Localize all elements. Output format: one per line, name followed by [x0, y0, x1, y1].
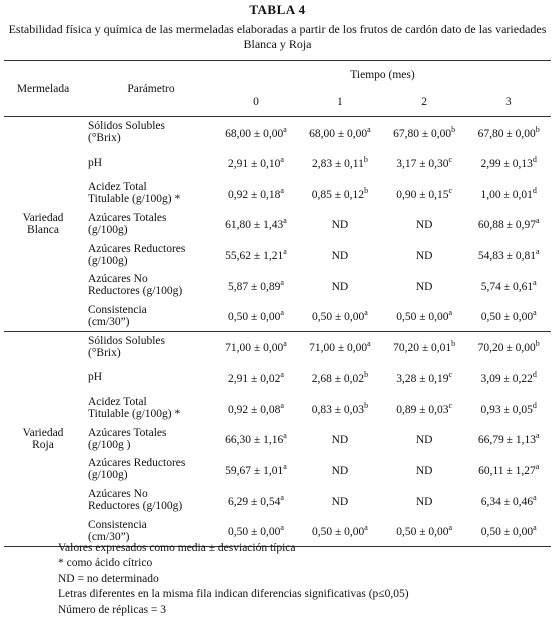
value-text: 61,80 ± 1,43 [225, 219, 284, 232]
value-text: 0,50 ± 0,00 [228, 311, 281, 324]
significance-letter: a [280, 492, 284, 502]
value-cell [382, 485, 467, 516]
value-text: 2,99 ± 0,13 [480, 157, 533, 170]
value-text: 67,80 ± 0,00 [393, 127, 452, 140]
value-text: 0,50 ± 0,00 [396, 311, 449, 324]
header-tiempo: Tiempo (mes) [214, 61, 551, 89]
significance-letter: b [364, 369, 369, 379]
value-cell [466, 270, 551, 301]
table-row [4, 423, 551, 454]
header-time-1: 1 [298, 89, 382, 117]
significance-letter: a [283, 431, 287, 441]
value-cell [298, 147, 382, 178]
significance-letter: a [364, 308, 368, 318]
significance-letter: d [532, 400, 537, 410]
value-text: 5,74 ± 0,61 [480, 280, 534, 293]
significance-letter: a [535, 247, 540, 257]
group-label: Variedad Blanca [4, 117, 82, 332]
value-cell [466, 178, 551, 209]
parameter-label: Azúcares Totales (g/100g ) [88, 426, 167, 451]
value-text: 0,83 ± 0,03 [311, 403, 365, 416]
significance-letter: d [532, 185, 537, 195]
value-text: ND [331, 495, 349, 508]
value-cell [466, 239, 551, 270]
significance-letter: b [535, 339, 540, 349]
table-body [4, 117, 551, 547]
value-cell [382, 178, 467, 209]
value-text: 70,20 ± 0,00 [477, 342, 536, 355]
value-cell [382, 301, 467, 332]
table-caption: Estabilidad física y química de las mermeladas elaboradas a partir de los frutos de cardón dato de las variedades Blanca y Roja [8, 22, 547, 51]
table-row [4, 301, 551, 332]
value-cell [298, 485, 382, 516]
significance-letter: a [533, 308, 537, 318]
parameter-label: pH [88, 371, 103, 384]
value-cell [214, 362, 298, 393]
parameter-label: pH [88, 156, 103, 169]
value-text: ND [331, 219, 349, 232]
stability-table [4, 60, 551, 547]
value-cell [382, 331, 467, 362]
parameter-label: Sólidos Solubles (°Brix) [88, 120, 166, 145]
value-text: 0,89 ± 0,03 [396, 403, 449, 416]
value-text: 0,50 ± 0,00 [480, 525, 534, 538]
value-cell [214, 454, 298, 485]
value-text: 0,50 ± 0,00 [396, 525, 449, 538]
table-row [4, 178, 551, 209]
value-text: 71,00 ± 0,00 [309, 342, 368, 355]
significance-letter: a [533, 492, 537, 502]
value-text: 2,83 ± 0,11 [311, 157, 364, 170]
significance-letter: b [364, 400, 369, 410]
significance-letter: a [280, 185, 284, 195]
value-text: 71,00 ± 0,00 [225, 342, 284, 355]
value-text: ND [331, 250, 349, 262]
value-text: 66,30 ± 1,16 [225, 434, 284, 447]
value-text: ND [331, 280, 349, 293]
value-text: 60,11 ± 1,27 [478, 464, 536, 477]
value-text: ND [415, 464, 433, 477]
parameter-label: Sólidos Solubles (°Brix) [88, 334, 166, 359]
value-cell [466, 209, 551, 240]
value-text: 68,00 ± 0,00 [225, 127, 284, 140]
header-parametro: Parámetro [82, 61, 214, 117]
note-line: Valores expresados como media ± desviación típica [58, 542, 296, 554]
value-text: 55,62 ± 1,21 [225, 250, 284, 262]
table-row [4, 147, 551, 178]
significance-letter: a [535, 461, 540, 471]
value-cell [382, 117, 467, 148]
value-text: 66,79 ± 1,13 [477, 434, 536, 447]
significance-letter: a [280, 369, 284, 379]
significance-letter: a [283, 461, 287, 471]
value-cell [382, 454, 467, 485]
parameter-label: Azúcares Reductores (g/100g) [88, 242, 186, 267]
value-cell [466, 147, 551, 178]
value-text: 2,68 ± 0,02 [311, 372, 365, 385]
header-mermelada: Mermelada [4, 61, 82, 117]
value-cell [466, 485, 551, 516]
parameter-label: Azúcares No Reductores (g/100g) [88, 488, 183, 513]
value-cell [466, 454, 551, 485]
parameter-label: Azúcares Reductores (g/100g) [88, 457, 186, 482]
significance-letter: a [448, 308, 453, 318]
value-cell [214, 239, 298, 270]
value-cell [298, 331, 382, 362]
significance-letter: a [283, 216, 287, 226]
table-notes [58, 541, 409, 618]
value-cell [466, 331, 551, 362]
value-cell [214, 393, 298, 424]
significance-letter: a [283, 124, 287, 134]
value-text: 2,91 ± 0,10 [228, 157, 281, 170]
table-title: TABLA 4 [249, 2, 306, 17]
significance-letter: a [283, 339, 287, 349]
value-text: ND [415, 434, 433, 447]
value-cell [214, 301, 298, 332]
value-cell [466, 423, 551, 454]
header-time-2: 2 [382, 89, 467, 117]
significance-letter: a [533, 523, 537, 533]
value-text: 54,83 ± 0,81 [477, 250, 536, 262]
note-line: Número de réplicas = 3 [58, 603, 167, 616]
value-text: 0,92 ± 0,08 [228, 403, 281, 416]
note-line: Letras diferentes en la misma fila indican diferencias significativas (p≤0,05) [58, 588, 409, 601]
parameter-label: Acidez Total Titulable (g/100g) * [88, 396, 181, 421]
table-row [4, 117, 551, 148]
value-cell [466, 362, 551, 393]
significance-letter: b [364, 185, 369, 195]
significance-letter: a [280, 308, 284, 318]
value-cell [298, 117, 382, 148]
value-text: 0,85 ± 0,12 [311, 188, 365, 201]
table-row [4, 393, 551, 424]
significance-letter: a [367, 339, 371, 349]
significance-letter: d [532, 369, 537, 379]
value-cell [298, 393, 382, 424]
value-text: 0,50 ± 0,00 [311, 525, 365, 538]
value-text: 60,88 ± 0,97 [477, 219, 536, 232]
table-row [4, 239, 551, 270]
significance-letter: a [280, 523, 284, 533]
significance-letter: c [448, 400, 453, 410]
table-row [4, 209, 551, 240]
significance-letter: d [532, 155, 537, 165]
table-row [4, 485, 551, 516]
significance-letter: b [451, 124, 456, 134]
parameter-label: Consistencia (cm/30”) [82, 301, 214, 332]
significance-letter: b [451, 339, 456, 349]
group-label: Variedad Roja [4, 331, 82, 546]
note-line: * como ácido cítrico [58, 557, 153, 570]
significance-letter: a [535, 431, 540, 441]
significance-letter: a [448, 523, 453, 533]
significance-letter: a [364, 523, 368, 533]
value-cell [382, 270, 467, 301]
value-cell [466, 393, 551, 424]
value-text: 67,80 ± 0,00 [477, 127, 536, 140]
significance-letter: a [280, 400, 284, 410]
value-cell [382, 393, 467, 424]
value-cell [298, 454, 382, 485]
value-cell [214, 117, 298, 148]
table-row [4, 331, 551, 362]
significance-letter: a [280, 155, 284, 165]
value-text: 2,91 ± 0,02 [228, 372, 281, 385]
significance-letter: a [283, 247, 287, 257]
value-text: 3,28 ± 0,19 [396, 372, 449, 385]
significance-letter: b [363, 155, 368, 165]
header-time-3: 3 [466, 89, 551, 117]
value-cell [382, 147, 467, 178]
value-cell [466, 301, 551, 332]
value-cell [214, 485, 298, 516]
value-text: ND [415, 495, 433, 508]
significance-letter: a [535, 216, 540, 226]
value-text: ND [331, 464, 349, 477]
value-text: 3,09 ± 0,22 [480, 372, 533, 385]
value-cell [382, 423, 467, 454]
significance-letter: a [533, 277, 537, 287]
significance-letter: c [448, 369, 453, 379]
table-row [4, 270, 551, 301]
value-cell [298, 239, 382, 270]
value-cell [298, 362, 382, 393]
value-cell [214, 178, 298, 209]
value-cell [298, 209, 382, 240]
value-text: ND [415, 250, 433, 262]
significance-letter: a [280, 277, 284, 287]
value-cell [298, 423, 382, 454]
table-row [4, 454, 551, 485]
value-cell [466, 515, 551, 546]
value-text: 59,67 ± 1,01 [225, 464, 284, 477]
value-text: ND [415, 280, 433, 293]
value-text: 0,93 ± 0,05 [480, 403, 533, 416]
value-cell [382, 362, 467, 393]
value-text: 6,34 ± 0,46 [480, 495, 534, 508]
value-text: 3,17 ± 0,30 [396, 157, 449, 170]
value-text: 68,00 ± 0,00 [309, 127, 368, 140]
parameter-label: Acidez Total Titulable (g/100g) * [88, 181, 181, 206]
value-text: 0,90 ± 0,15 [396, 188, 449, 201]
value-cell [382, 209, 467, 240]
value-text: 6,29 ± 0,54 [228, 495, 281, 508]
header-time-0: 0 [214, 89, 298, 117]
value-text: 5,87 ± 0,89 [228, 280, 281, 293]
significance-letter: c [448, 155, 453, 165]
value-cell [214, 209, 298, 240]
value-text: ND [415, 219, 433, 232]
value-text: 0,50 ± 0,00 [228, 525, 281, 538]
value-cell [214, 270, 298, 301]
value-text: 0,50 ± 0,00 [480, 311, 534, 324]
parameter-label: Consistencia (cm/30”) [82, 515, 214, 546]
table-row [4, 362, 551, 393]
value-text: 0,50 ± 0,00 [311, 311, 365, 324]
value-cell [298, 301, 382, 332]
parameter-label: Azúcares No Reductores (g/100g) [88, 273, 183, 298]
parameter-label: Azúcares Totales (g/100g) [88, 211, 167, 236]
significance-letter: b [535, 124, 540, 134]
significance-letter: c [448, 185, 453, 195]
value-cell [214, 423, 298, 454]
note-line: ND = no determinado [58, 572, 159, 585]
value-cell [214, 331, 298, 362]
value-cell [214, 147, 298, 178]
significance-letter: a [367, 124, 371, 134]
value-cell [466, 117, 551, 148]
value-cell [382, 239, 467, 270]
value-text: ND [331, 434, 349, 447]
value-text: 1,00 ± 0,01 [480, 188, 533, 201]
value-cell [298, 178, 382, 209]
value-text: 0,92 ± 0,18 [228, 188, 281, 201]
value-cell [298, 270, 382, 301]
value-text: 70,20 ± 0,01 [393, 342, 452, 355]
